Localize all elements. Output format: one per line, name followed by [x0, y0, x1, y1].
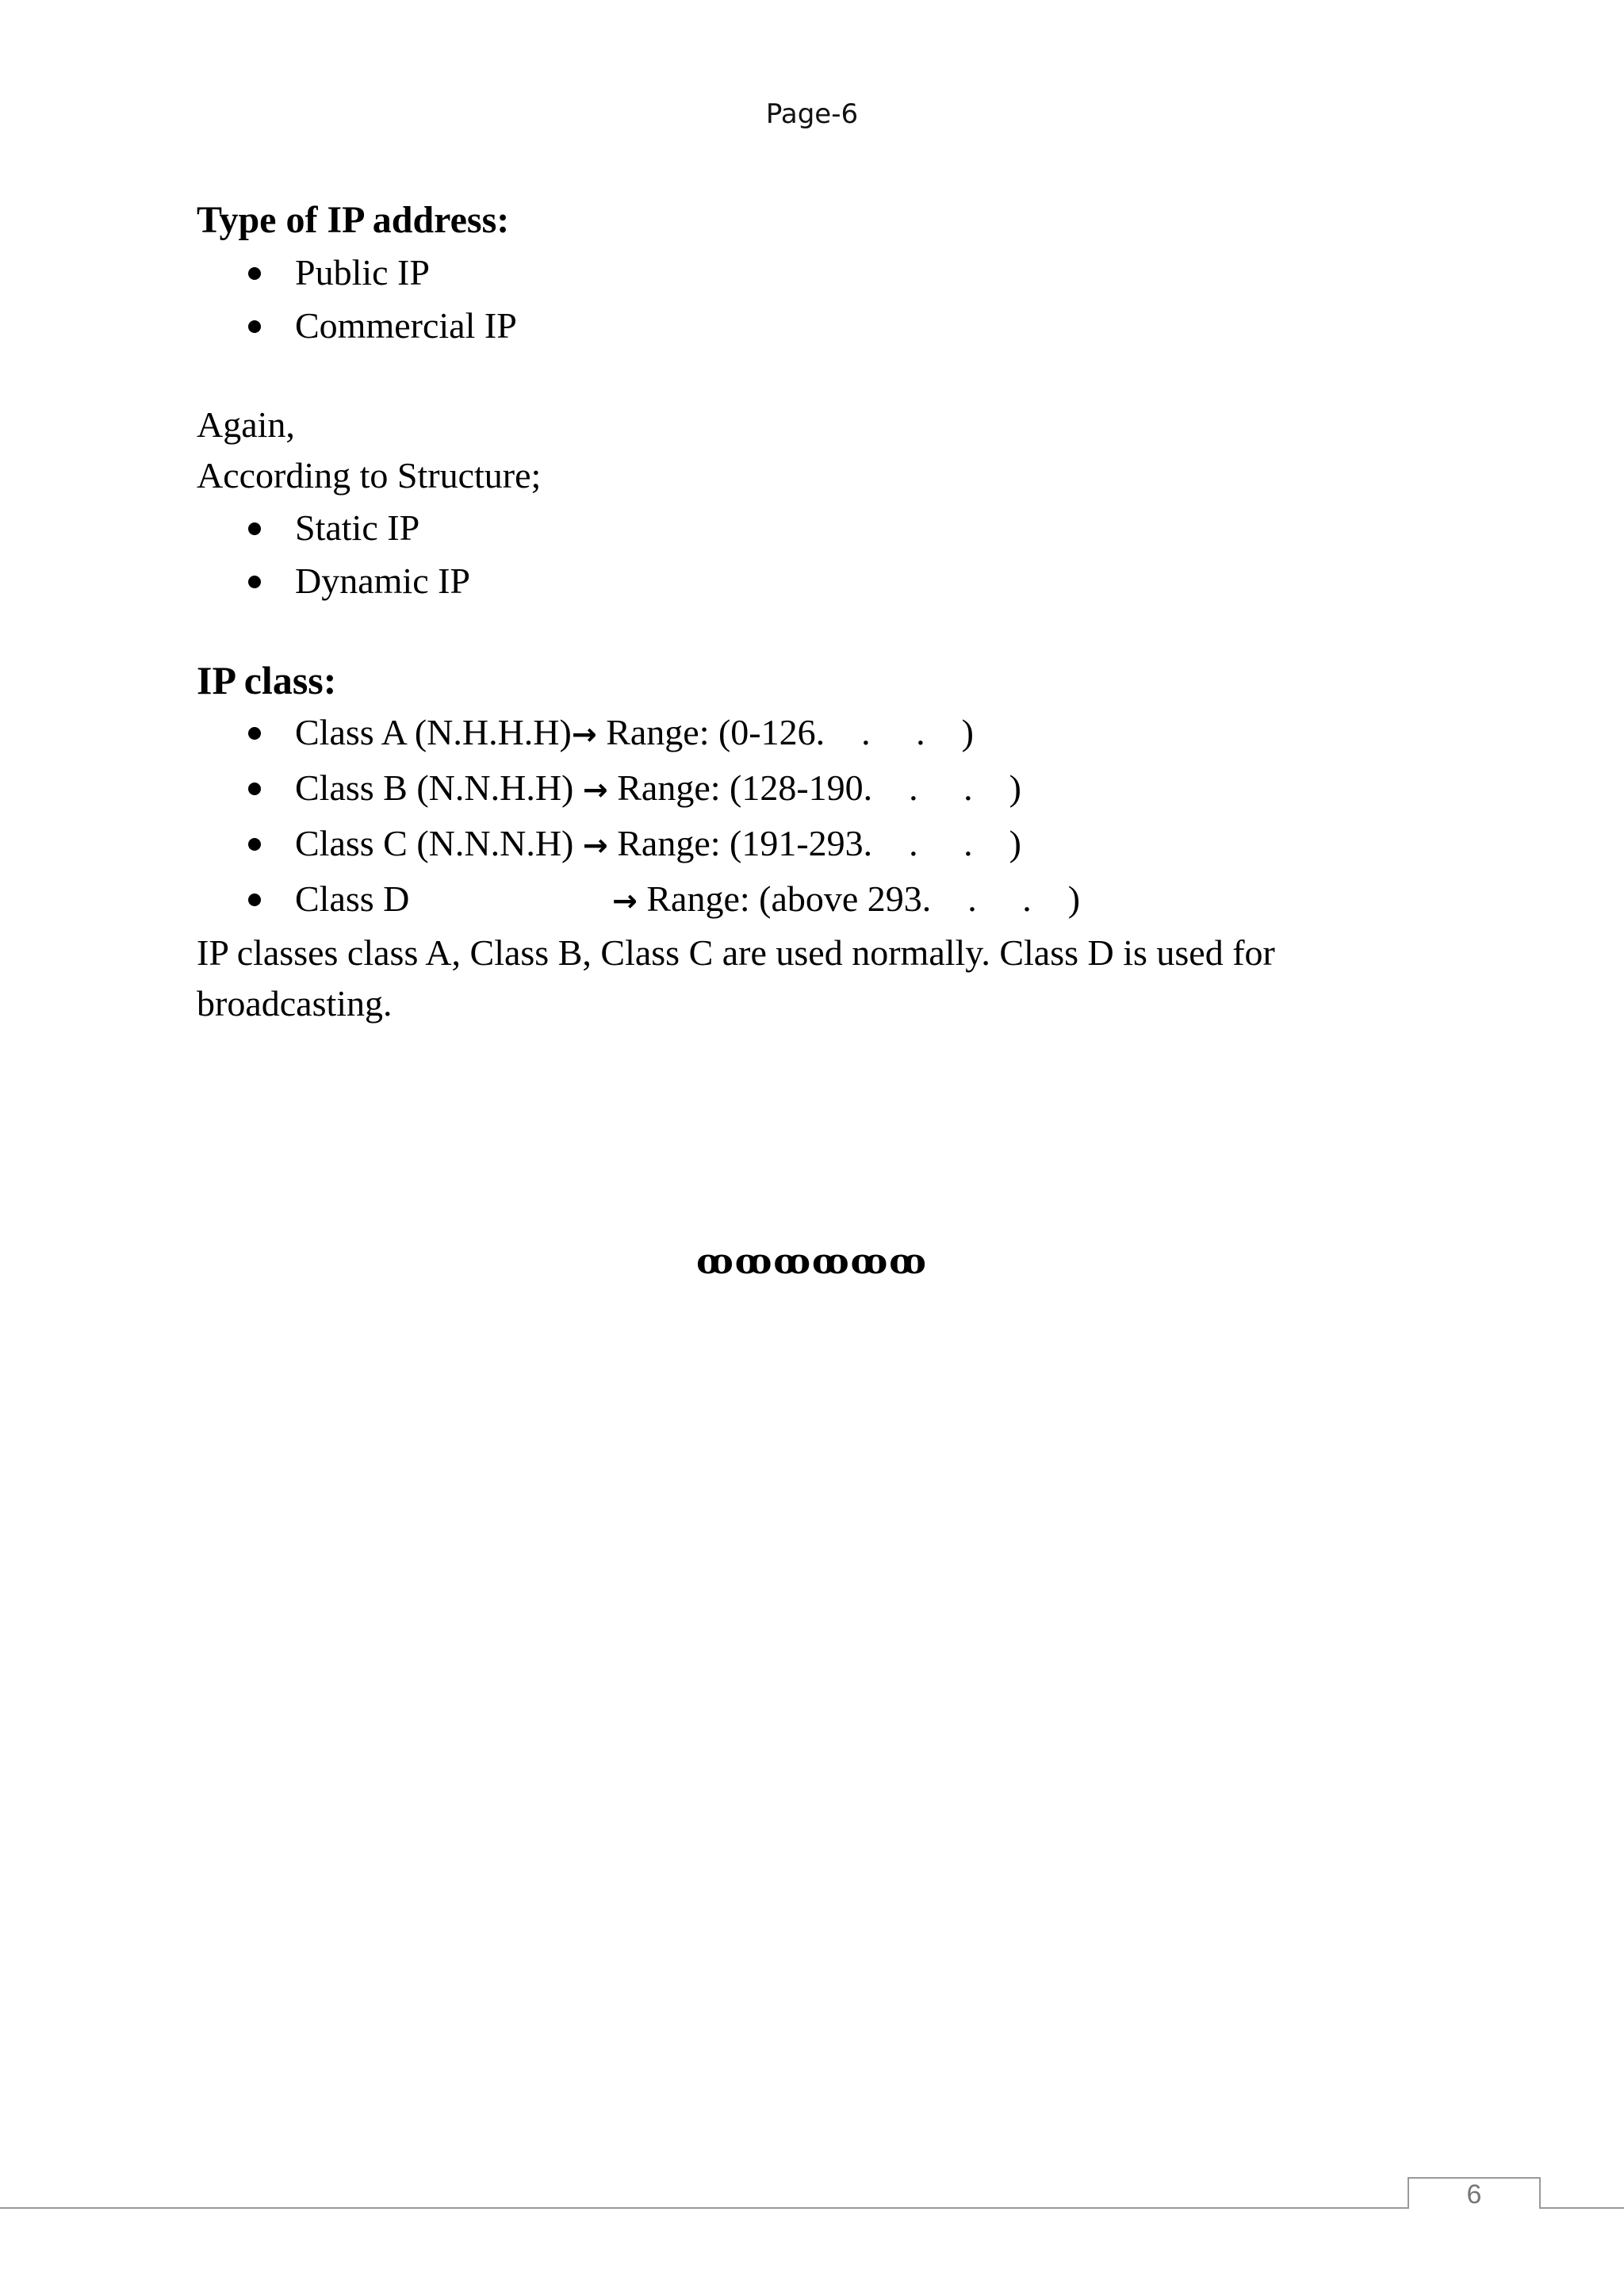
- bullet-icon: [248, 320, 261, 333]
- document-body: [197, 195, 1434, 1029]
- list-item: Class A (N.H.H.H)→ Range: (0-126. . . ): [197, 706, 1434, 761]
- bullet-icon: [248, 727, 261, 740]
- ornament-divider: ꝏꝏꝏꝏꝏꝏ: [696, 1242, 928, 1282]
- list-item: Dynamic IP: [197, 554, 1434, 607]
- bullet-icon: [248, 522, 261, 535]
- bullet-icon: [248, 783, 261, 795]
- section-heading-ip-types: Type of IP address:: [197, 199, 510, 241]
- paragraph-structure: According to Structure;: [197, 455, 542, 496]
- arrow-right-icon: →: [571, 717, 597, 752]
- ip-type-list: [197, 246, 1434, 352]
- list-item: Class D → Range: (above 293. . . ): [197, 872, 1434, 928]
- bullet-icon: [248, 894, 261, 906]
- bullet-icon: [248, 267, 261, 280]
- list-item: Public IP: [197, 246, 1434, 299]
- arrow-right-icon: →: [582, 772, 608, 807]
- paragraph-again: Again,: [197, 404, 295, 445]
- ip-class-list: [197, 706, 1434, 928]
- bullet-icon: [248, 838, 261, 851]
- arrow-right-icon: →: [582, 828, 608, 863]
- list-item: Class B (N.N.H.H) → Range: (128-190. . . ): [197, 761, 1434, 817]
- paragraph-class-note: IP classes class A, Class B, Class C are used normally. Class D is used for broadcasting.: [197, 932, 1275, 1024]
- list-item: Static IP: [197, 501, 1434, 554]
- list-item: Class C (N.N.N.H) → Range: (191-293. . . ): [197, 817, 1434, 872]
- arrow-right-icon: →: [612, 883, 638, 918]
- list-item: Commercial IP: [197, 299, 1434, 352]
- page-header: Page-6: [765, 98, 859, 130]
- page-number: 6: [1408, 2177, 1541, 2209]
- ip-structure-list: [197, 501, 1434, 607]
- bullet-icon: [248, 576, 261, 588]
- section-heading-ip-class: IP class:: [197, 658, 337, 702]
- footer-rule: [0, 2207, 1624, 2209]
